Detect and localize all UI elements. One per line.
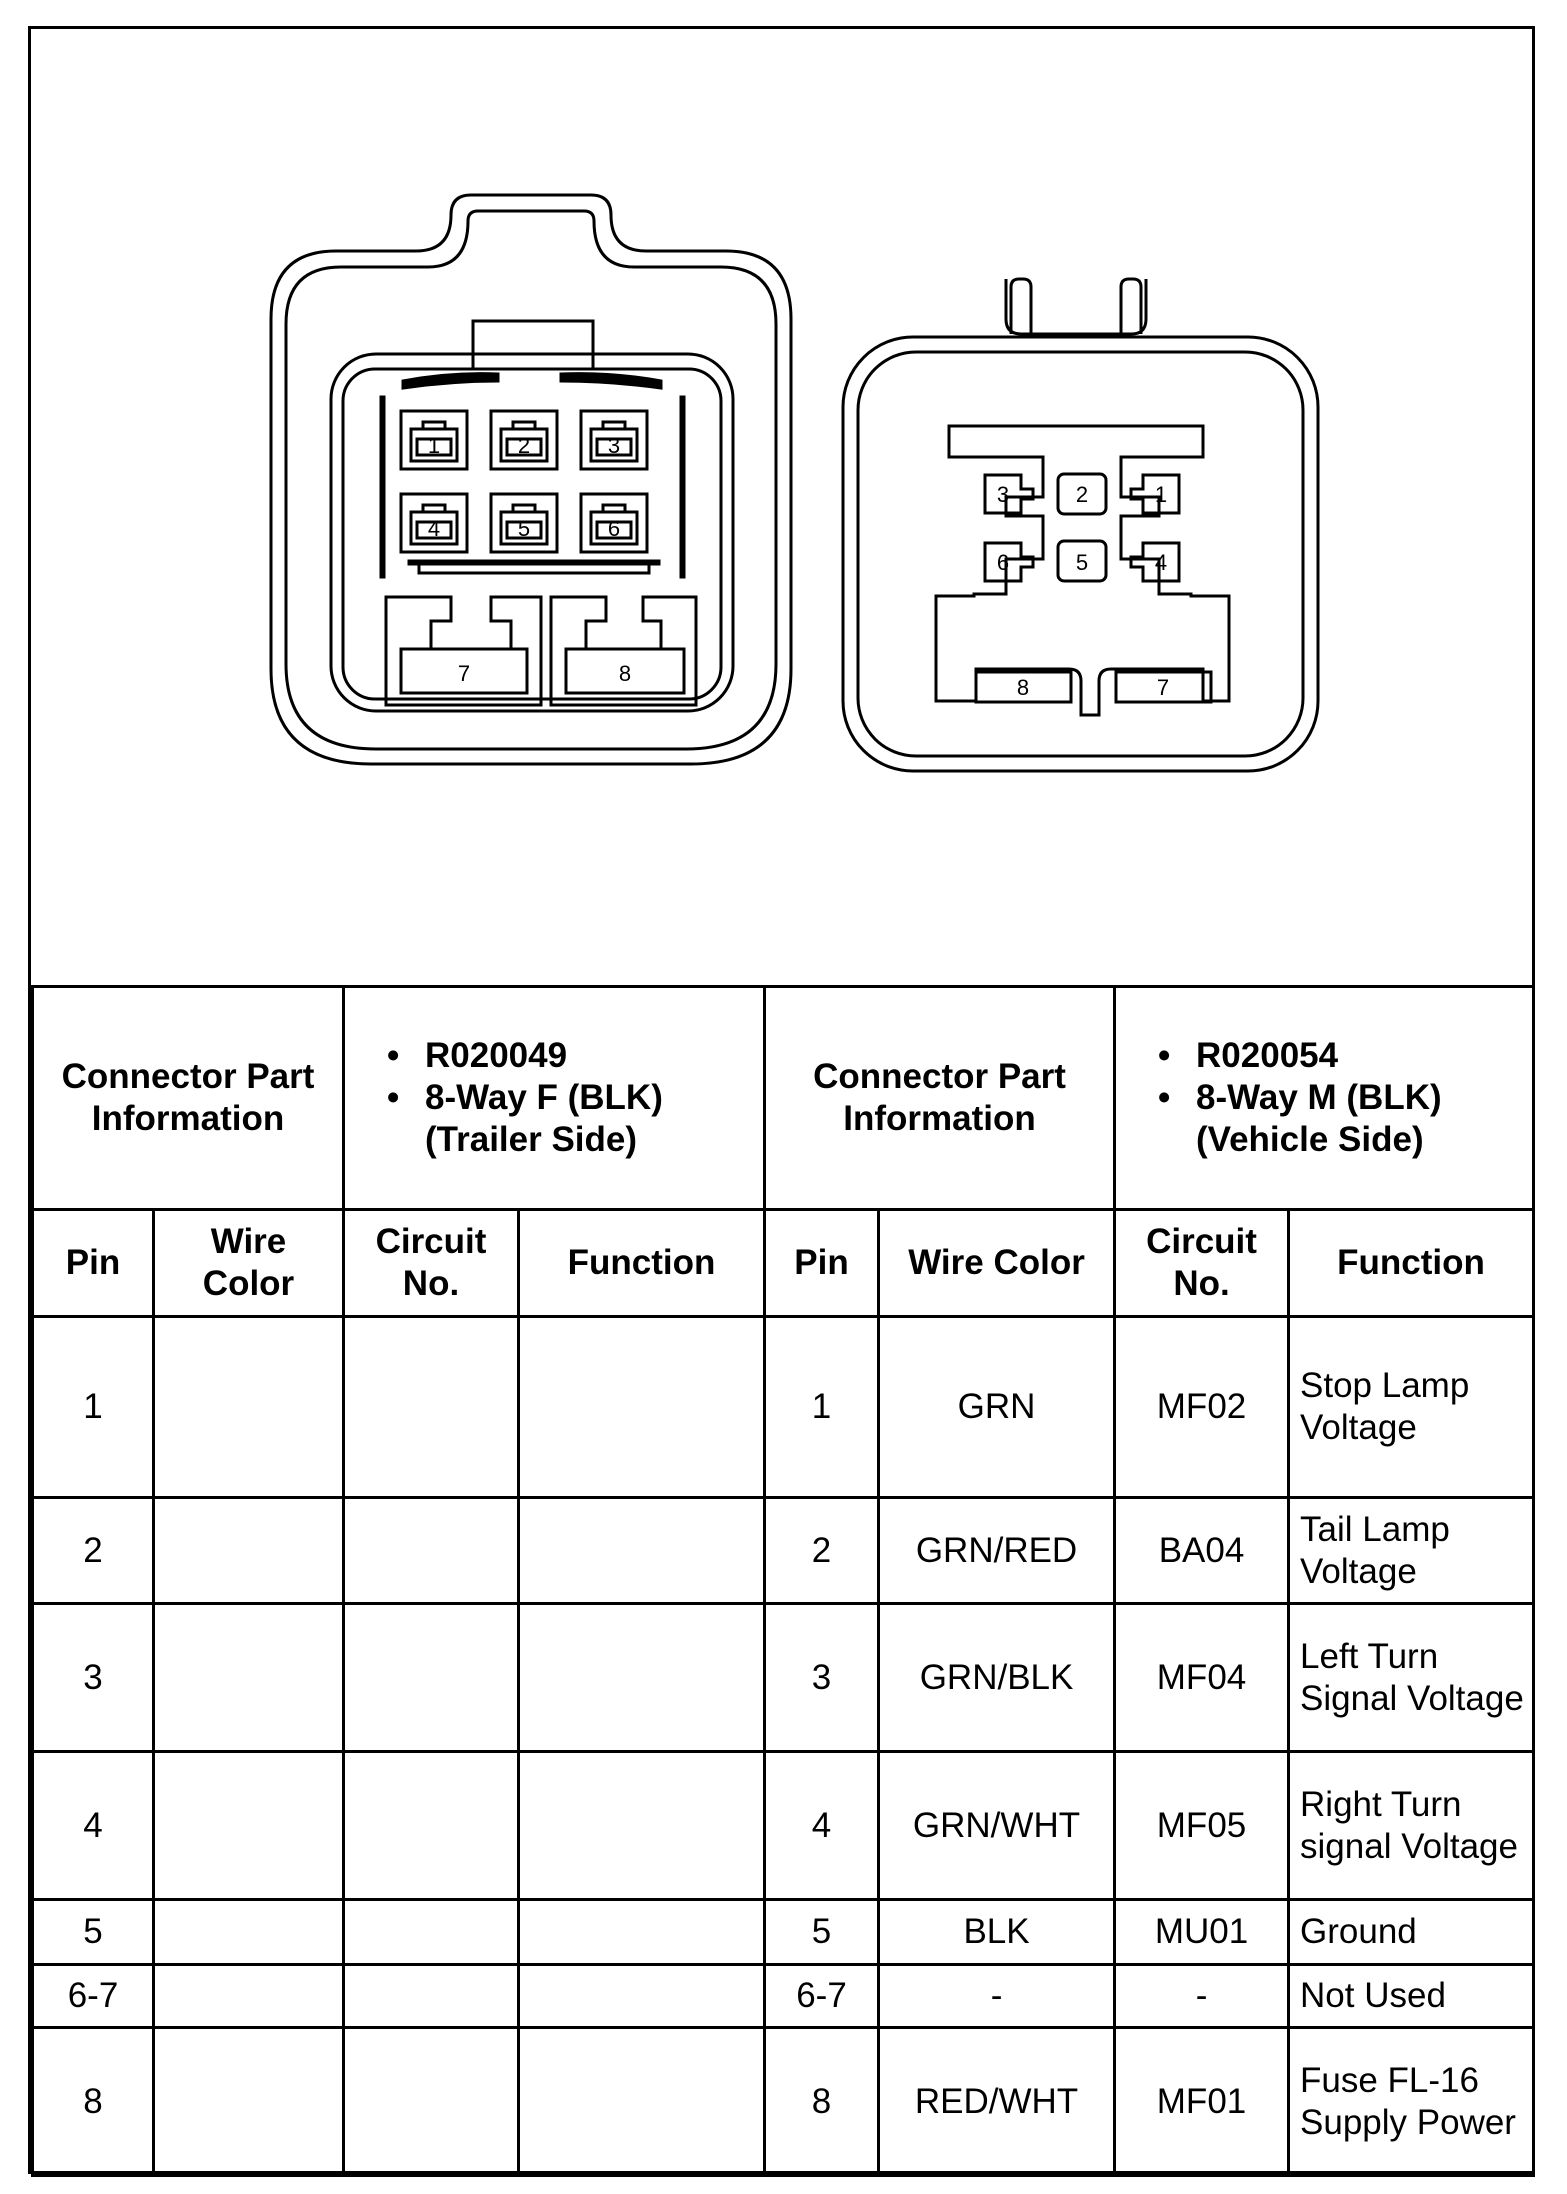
header-wire-color-right: Wire Color: [879, 1210, 1115, 1317]
table-row: [33, 1752, 1534, 1900]
pinout-table: [31, 985, 1535, 2177]
pin-left: 8: [33, 2028, 154, 2176]
wire-color: BLK: [879, 1900, 1115, 1965]
circuit-no: BA04: [1115, 1498, 1289, 1604]
wire-color: GRN/WHT: [879, 1752, 1115, 1900]
header-function-left: Function: [519, 1210, 765, 1317]
function: Tail Lamp Voltage: [1289, 1498, 1534, 1604]
vehicle-connector: [843, 279, 1318, 771]
circuit-no: MF01: [1115, 2028, 1289, 2176]
pin-left: 4: [33, 1752, 154, 1900]
vehicle-pin-label: 7: [1156, 675, 1170, 700]
trailer-pin-label: 4: [427, 516, 441, 541]
wire-color: GRN: [879, 1317, 1115, 1498]
function: Fuse FL-16 Supply Power: [1289, 2028, 1534, 2176]
pin-left: 2: [33, 1498, 154, 1604]
trailer-pin-label: 2: [517, 433, 531, 458]
vehicle-pin-label: 2: [1075, 482, 1089, 507]
pin-right: 8: [765, 2028, 879, 2176]
left-part-side: (Trailer Side): [425, 1120, 638, 1159]
trailer-pin-label: 6: [607, 516, 621, 541]
trailer-pin-label: 3: [607, 433, 621, 458]
right-part-info-label: Connector Part Information: [765, 987, 1115, 1210]
pin-left: 3: [33, 1604, 154, 1752]
function: Stop Lamp Voltage: [1289, 1317, 1534, 1498]
header-wire-color-left: Wire Color: [154, 1210, 344, 1317]
trailer-pin-label: 1: [427, 433, 441, 458]
wire-color: GRN/BLK: [879, 1604, 1115, 1752]
trailer-pin-label: 7: [457, 661, 471, 686]
wire-color: GRN/RED: [879, 1498, 1115, 1604]
wire-color: -: [879, 1965, 1115, 2028]
right-part-side: (Vehicle Side): [1196, 1120, 1424, 1159]
header-function-right: Function: [1289, 1210, 1534, 1317]
left-part-desc: • 8-Way F (BLK): [425, 1077, 757, 1119]
pin-right: 1: [765, 1317, 879, 1498]
circuit-no: MU01: [1115, 1900, 1289, 1965]
table-row: [33, 1317, 1534, 1498]
vehicle-pin-label: 5: [1075, 550, 1089, 575]
vehicle-pin-label: 6: [996, 550, 1010, 575]
vehicle-pin-label: 1: [1154, 482, 1168, 507]
diagram-frame: [28, 26, 1535, 2174]
header-row: [33, 1210, 1534, 1317]
table-row: [33, 1604, 1534, 1752]
pin-left: 6-7: [33, 1965, 154, 2028]
circuit-no: MF05: [1115, 1752, 1289, 1900]
function: Right Turn signal Voltage: [1289, 1752, 1534, 1900]
circuit-no: MF02: [1115, 1317, 1289, 1498]
pin-right: 4: [765, 1752, 879, 1900]
table-row: [33, 1498, 1534, 1604]
circuit-no: MF04: [1115, 1604, 1289, 1752]
vehicle-pin-label: 3: [996, 482, 1010, 507]
pin-left: 1: [33, 1317, 154, 1498]
header-pin-left: Pin: [33, 1210, 154, 1317]
function: Left Turn Signal Voltage: [1289, 1604, 1534, 1752]
trailer-pin-label: 8: [618, 661, 632, 686]
trailer-pin-label: 5: [517, 516, 531, 541]
vehicle-pin-label: 4: [1154, 550, 1168, 575]
table-row: [33, 2028, 1534, 2176]
left-part-details: [344, 987, 765, 1210]
pin-right: 3: [765, 1604, 879, 1752]
table-row: [33, 1900, 1534, 1965]
pin-right: 2: [765, 1498, 879, 1604]
circuit-no: -: [1115, 1965, 1289, 2028]
left-part-info-label: Connector Part Information: [33, 987, 344, 1210]
header-circuit-left: Circuit No.: [344, 1210, 519, 1317]
pin-right: 6-7: [765, 1965, 879, 2028]
right-part-details: [1115, 987, 1534, 1210]
left-part-number: • R020049: [425, 1035, 757, 1077]
function: Not Used: [1289, 1965, 1534, 2028]
trailer-connector: [271, 195, 791, 764]
right-part-desc: • 8-Way M (BLK): [1196, 1077, 1526, 1119]
header-pin-right: Pin: [765, 1210, 879, 1317]
part-info-row: [33, 987, 1534, 1210]
right-part-number: • R020054: [1196, 1035, 1526, 1077]
function: Ground: [1289, 1900, 1534, 1965]
pin-left: 5: [33, 1900, 154, 1965]
connector-drawing: [31, 29, 1532, 985]
pin-right: 5: [765, 1900, 879, 1965]
header-circuit-right: Circuit No.: [1115, 1210, 1289, 1317]
wire-color: RED/WHT: [879, 2028, 1115, 2176]
connector-figure: [31, 29, 1532, 985]
table-row: [33, 1965, 1534, 2028]
vehicle-pin-label: 8: [1016, 675, 1030, 700]
